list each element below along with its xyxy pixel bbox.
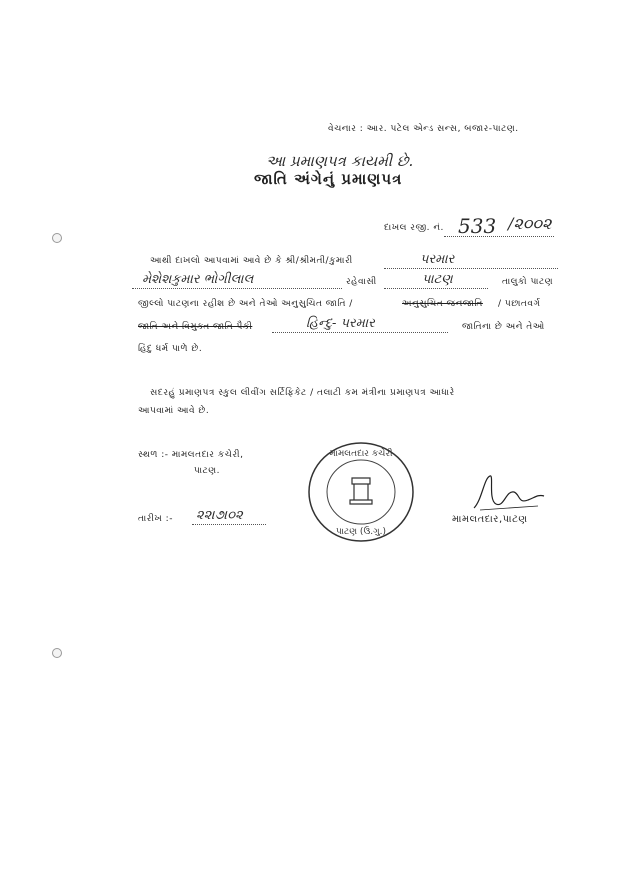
record-underline [444, 236, 554, 237]
date-underline [192, 524, 266, 525]
village-underline [384, 288, 488, 289]
signature [468, 470, 548, 514]
page-title: જાતિ અંગેનું પ્રમાણપત્ર [254, 170, 403, 188]
name-underline [384, 268, 558, 269]
seal-top-text: મામલતદાર કચેરી [329, 449, 393, 459]
district-line: જીલ્લો પાટણના રહીશ છે અને તેઓ અનુસુચિત જાતિ / [138, 299, 353, 309]
date-label: તારીખ :- [138, 514, 173, 524]
record-label: દાખલ રજી. નં. [384, 223, 444, 233]
declaration-line: આથી દાખલો આપવામાં આવે છે કે શ્રી/શ્રીમતી/કુમારી [150, 256, 353, 266]
signatory: મામલતદાર,પાટણ [452, 514, 528, 525]
punch-hole-top [52, 233, 62, 243]
caste-value: હિન્દુ- પરમાર [306, 316, 375, 331]
place-label: સ્થળ :- મામલતદાર કચેરી, [138, 450, 244, 460]
record-year: /૨૦૦૨ [508, 214, 552, 233]
name-full: મેશેશકુમાર ભોગીલાલ [142, 272, 254, 287]
struck-tribe: અનુસુચિત જનજાતિ [402, 299, 483, 309]
official-seal [306, 440, 416, 544]
date-value: ૨૨।૭।૦૨ [196, 508, 243, 523]
record-number: 533 [458, 214, 497, 238]
caste-suffix: જાતિના છે અને તેઓ [462, 322, 545, 332]
basis-line-2: આપવામાં આવે છે. [138, 406, 210, 416]
seal-bottom-text: પાટણ (ઉ.ગુ.) [335, 527, 387, 537]
place-city: પાટણ. [194, 466, 220, 476]
fullname-underline [132, 288, 342, 289]
seller-line: વેચનાર : આર. પટેલ એન્ડ સન્સ, બજાર-પાટણ. [328, 124, 519, 134]
taluka-label: તાલુકો પાટણ [502, 277, 554, 287]
punch-hole-bottom [52, 648, 62, 658]
caste-prefix: જાતિ અને વિમુક્ત જાતિ પૈકી [138, 322, 253, 332]
backward-label: / પછાતવર્ગ [498, 299, 541, 309]
caste-underline [272, 332, 448, 333]
basis-line-1: સદરહું પ્રમાણપત્ર સ્કુલ લીવીંગ સર્ટિફિકેટ / તલાટી કમ મંત્રીના પ્રમાણપત્ર આધારે [150, 388, 455, 398]
religion-line: હિંદુ ધર્મ પાળે છે. [138, 344, 203, 354]
validity-line: આ પ્રમાણપત્ર કાયમી છે. [266, 152, 414, 170]
resident-label: રહેવાસી [346, 277, 377, 287]
village-value: પાટણ [422, 272, 453, 287]
name-first: પરમાર [420, 252, 455, 267]
